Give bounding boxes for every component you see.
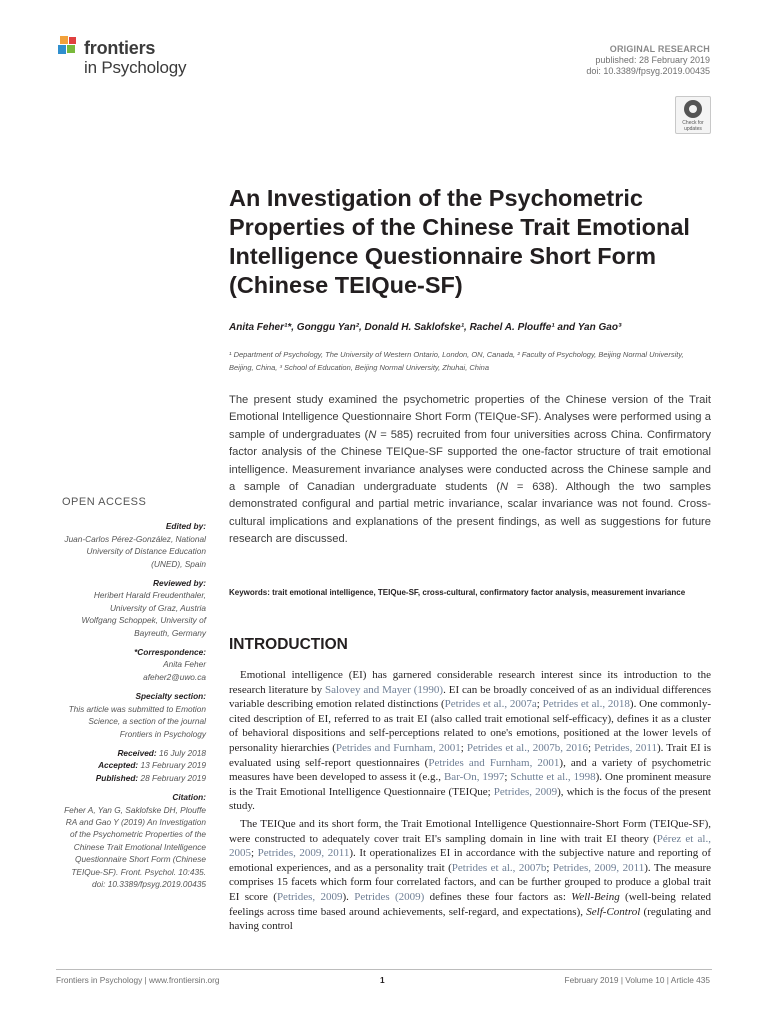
- abstract-text-1: The present study examined the psychometric properties of the Chinese version of the Trait Emotional Intelligence Questionnaire Short Form (TEIQue-SF). Analyses were performed using a sample of undergraduates (: [229, 394, 711, 441]
- footer-divider: [56, 969, 712, 970]
- published-value: 28 February 2019: [138, 772, 206, 783]
- citation-link[interactable]: Petrides et al., 2007b, 2016: [466, 741, 589, 754]
- section-heading: INTRODUCTION: [229, 636, 348, 653]
- specialty-section: This article was submitted to Emotion Science, a section of the journal Frontiers in Psychology: [68, 703, 206, 739]
- accepted-value: 13 February 2019: [138, 760, 206, 771]
- body-text: ;: [588, 741, 595, 754]
- correspondence-block: [62, 646, 206, 683]
- body-text: ;: [546, 861, 553, 874]
- body-text: ). It operationalizes EI in accordance with the subjective nature and reporting of emotional experiences, and as a personality trait (: [229, 847, 711, 874]
- body-text: ). Trait EI is evaluated using self-report questionnaires (: [229, 741, 711, 769]
- footer-issue: February 2019 | Volume 10 | Article 435: [564, 975, 710, 985]
- body-text: ).: [342, 890, 355, 903]
- citation-link[interactable]: Petrides et al., 2018: [542, 698, 630, 711]
- received-label: Received:: [117, 747, 157, 758]
- footer-journal[interactable]: Frontiers in Psychology | www.frontiersin.org: [56, 975, 220, 985]
- abstract-text-3: = 638). Although the two samples demonstrated configural and partial metric invariance, scalar invariance was not found. Cross-cultural implications and explanations of the present findings, as well as suggestions for future research are discussed.: [229, 481, 711, 546]
- accepted-label: Accepted:: [98, 760, 139, 771]
- body-text: ), and a variety of psychometric measures have been developed to assess it (e.g.,: [229, 756, 712, 784]
- received-date: [62, 747, 206, 759]
- reviewed-by-label: Reviewed by:: [152, 578, 206, 589]
- article-sidebar: [62, 496, 206, 897]
- body-text: ;: [536, 698, 543, 711]
- journal-logo[interactable]: [56, 34, 216, 84]
- reviewer[interactable]: Wolfgang Schoppek, University of Bayreuth, Germany: [81, 615, 206, 638]
- reviewer[interactable]: Heribert Harald Freudenthaler, University of Graz, Austria: [93, 590, 206, 613]
- citation-block: [62, 791, 206, 890]
- specialty-label: Specialty section:: [135, 691, 206, 702]
- check-for-updates-button[interactable]: [675, 96, 711, 134]
- journal-name: in Psychology: [84, 58, 187, 77]
- article-type: ORIGINAL RESEARCH: [609, 44, 710, 54]
- intro-paragraph-2: [229, 817, 711, 934]
- body-text: ), which is the focus of the present study.: [229, 785, 711, 813]
- body-text: The TEIQue and its short form, the Trait Emotional Intelligence Questionnaire-Short Form (TEIQue-SF), were constructed to adequately cover trait EI's sampling domain in line with trait EI theory (: [229, 818, 711, 845]
- citation-link[interactable]: Petrides et al., 2007a: [444, 698, 537, 711]
- editor[interactable]: Juan-Carlos Pérez-González, National University of Distance Education (UNED), Spain: [64, 533, 206, 569]
- body-text: ;: [251, 847, 258, 860]
- body-text: . EI can be broadly conceived of as an individual differences variable describing emotion related distinctions (: [229, 683, 711, 711]
- frontiers-logo-icon: [56, 34, 82, 60]
- correspondence-name: Anita Feher: [163, 659, 206, 670]
- body-text: ;: [460, 741, 467, 754]
- citation-link[interactable]: Petrides, 2009, 2011: [552, 861, 645, 874]
- body-text: (well-being related feelings across time based around achievements, self-regard, and expectations),: [229, 890, 711, 918]
- check-for-updates-label: Check for updates: [682, 120, 704, 132]
- doi[interactable]: doi: 10.3389/fpsyg.2019.00435: [586, 66, 710, 76]
- citation-link[interactable]: Schutte et al., 1998: [510, 771, 596, 784]
- published-date: published: 28 February 2019: [595, 55, 710, 65]
- author-list: Anita Feher¹*, Gonggu Yan², Donald H. Saklofske¹, Rachel A. Plouffe¹ and Yan Gao³: [229, 322, 622, 333]
- citation-link[interactable]: Petrides, 2009: [276, 890, 343, 903]
- intro-paragraph-1: [229, 668, 711, 814]
- body-text: (regulating and having control: [229, 905, 711, 933]
- correspondence-label: *Correspondence:: [134, 647, 206, 658]
- journal-brand: frontiers: [84, 38, 156, 58]
- specialty-block: [62, 690, 206, 740]
- citation-link[interactable]: Petrides, 2009, 2011: [257, 847, 350, 860]
- abstract-text-2: = 585) recruited from four universities across China. Confirmatory factor analysis of the Chinese TEIQue-SF supported the one-factor structure of trait emotional intelligence. Measurement invariance analyses were conducted across the Chinese sample and a sample of Canadian undergraduate students (: [229, 428, 711, 494]
- open-access-label: OPEN ACCESS: [62, 496, 147, 508]
- citation-link[interactable]: Petrides, 2009: [493, 785, 558, 798]
- sample-n-label: N: [500, 481, 509, 494]
- abstract: [229, 392, 711, 549]
- crossmark-icon: [684, 100, 702, 118]
- body-text: ;: [504, 771, 511, 784]
- emphasis-term: Self-Control: [586, 905, 641, 918]
- sample-n-label: N: [368, 428, 377, 441]
- emphasis-term: Well-Being: [571, 890, 620, 903]
- affiliations: ¹ Department of Psychology, The University of Western Ontario, London, ON, Canada, ² Faculty of Psychology, Beijing Normal University, Beijing, China, ³ School of Education, Beijing Normal University, Zhuhai, China: [229, 350, 684, 372]
- body-text: ). One commonly-cited description of EI, referred to as trait EI (also called trait emotional self-efficacy), defines it as a cluster of behavioral dispositions and self-perceptions related to one's emotions, positioned at the lower levels of personality hierarchies (: [229, 698, 711, 754]
- body-text: ). One prominent measure is the Trait Emotional Intelligence Questionnaire (TEIQue;: [229, 771, 711, 798]
- dates-block: [62, 747, 206, 784]
- page-number: 1: [380, 975, 385, 985]
- article-title: An Investigation of the Psychometric Properties of the Chinese Trait Emotional Intelligence Questionnaire Short Form (Chinese TEIQue-SF): [229, 185, 690, 298]
- citation-link[interactable]: Petrides (2009): [354, 890, 425, 903]
- citation-link[interactable]: Petrides and Furnham, 2001: [335, 741, 461, 754]
- article-header: [586, 44, 710, 77]
- citation-link[interactable]: Petrides, 2011: [594, 741, 657, 754]
- citation-link[interactable]: Pérez et al., 2005: [229, 832, 711, 860]
- edited-by-label: Edited by:: [165, 521, 206, 532]
- citation-link[interactable]: Petrides et al., 2007b: [451, 861, 547, 874]
- published-label: Published:: [95, 772, 139, 783]
- citation-link[interactable]: Petrides and Furnham, 2001: [428, 756, 560, 769]
- citation-link[interactable]: Salovey and Mayer (1990): [325, 683, 444, 696]
- citation-label: Citation:: [172, 792, 206, 803]
- citation: Feher A, Yan G, Saklofske DH, Plouffe RA and Gao Y (2019) An Investigation of the Psychometric Properties of the Chinese Trait Emotional Intelligence Questionnaire Short Form (Chinese TEIQue-SF). Front. Psychol. 10:435. doi: 10.3389/fpsyg.2019.00435: [64, 804, 206, 889]
- correspondence-email[interactable]: afeher2@uwo.ca: [143, 671, 206, 682]
- edited-by-block: [62, 520, 206, 570]
- body-text: ). The measure comprises 15 facets which form four correlated factors, and can be further grouped to produce a global trait EI score (: [229, 861, 712, 903]
- keywords: Keywords: trait emotional intelligence, TEIQue-SF, cross-cultural, confirmatory factor analysis, measurement invariance: [229, 588, 686, 597]
- accepted-date: [62, 759, 206, 771]
- received-value: 16 July 2018: [156, 747, 206, 758]
- body-text: defines these four factors as:: [424, 890, 572, 903]
- published-date-sidebar: [62, 772, 206, 784]
- reviewed-by-block: [62, 577, 206, 639]
- citation-link[interactable]: Bar-On, 1997: [443, 771, 505, 784]
- body-text: Emotional intelligence (EI) has garnered considerable research interest since its introduction to the research literature by: [229, 669, 711, 696]
